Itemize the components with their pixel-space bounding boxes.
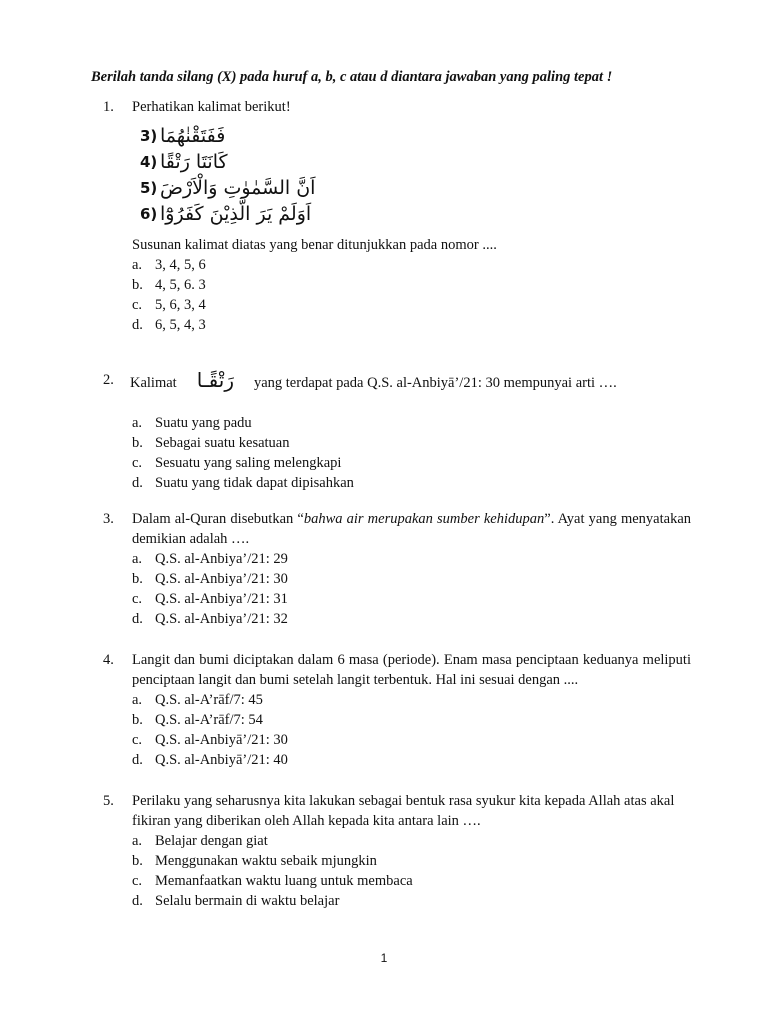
instruction: Berilah tanda silang (X) pada huruf a, b, c atau d diantara jawaban yang paling tepat ! xyxy=(91,69,613,85)
question-text-post: ”. Ayat yang menyatakan demikian adalah …. xyxy=(132,511,692,547)
option-text: 5, 6, 3, 4 xyxy=(155,297,206,313)
question-text-pre: Kalimat xyxy=(130,375,177,391)
question-text xyxy=(132,509,691,549)
option-letter: c. xyxy=(132,591,143,607)
option-d[interactable] xyxy=(132,891,691,911)
question-number: 3. xyxy=(103,511,114,527)
options-list xyxy=(132,413,691,493)
options-list xyxy=(132,690,691,770)
arabic-item-text: اَنَّ السَّمٰوٰتِ وَالْاَرْضَ xyxy=(160,177,316,199)
option-text: Q.S. al-Anbiya’/21: 31 xyxy=(155,591,288,607)
option-a[interactable] xyxy=(132,413,691,433)
option-b[interactable] xyxy=(132,433,691,453)
option-text: Menggunakan waktu sebaik mjungkin xyxy=(155,853,377,869)
question-text: Langit dan bumi diciptakan dalam 6 masa (periode). Enam masa penciptaan keduanya meliputi penciptaan langit dan bumi setelah langit terbentuk. Hal ini sesuai dengan .... xyxy=(132,652,691,688)
question-number: 5. xyxy=(103,793,114,809)
question-text: Perhatikan kalimat berikut! xyxy=(132,99,291,115)
option-text: 6, 5, 4, 3 xyxy=(155,317,206,333)
question-text-italic: bahwa air merupakan sumber kehidupan xyxy=(303,511,545,527)
arabic-item-number: 5) xyxy=(140,179,158,197)
arabic-item-number: 4) xyxy=(140,153,158,171)
question-1 xyxy=(103,97,691,335)
option-letter: c. xyxy=(132,455,143,471)
arabic-item-text: فَفَتَقْنٰهُمَا xyxy=(160,125,226,147)
option-letter: b. xyxy=(132,571,143,587)
option-letter: a. xyxy=(132,257,143,273)
option-a[interactable] xyxy=(132,690,691,710)
option-letter: a. xyxy=(132,551,143,567)
option-letter: b. xyxy=(132,853,143,869)
arabic-item-number: 3) xyxy=(140,127,158,145)
option-text: Suatu yang padu xyxy=(155,415,252,431)
option-c[interactable] xyxy=(132,453,691,473)
options-list xyxy=(132,831,691,911)
option-letter: a. xyxy=(132,833,143,849)
arabic-item xyxy=(140,123,691,149)
question-prompt: Susunan kalimat diatas yang benar ditunjukkan pada nomor .... xyxy=(132,237,497,253)
option-letter: c. xyxy=(132,873,143,889)
option-d[interactable] xyxy=(132,609,691,629)
option-text: Sebagai suatu kesatuan xyxy=(155,435,290,451)
option-b[interactable] xyxy=(132,275,691,295)
option-text: Q.S. al-Anbiyā’/21: 30 xyxy=(155,732,288,748)
question-3 xyxy=(103,509,691,629)
option-letter: a. xyxy=(132,415,143,431)
option-letter: a. xyxy=(132,692,143,708)
option-letter: b. xyxy=(132,435,143,451)
arabic-item xyxy=(140,149,691,175)
question-5 xyxy=(103,791,691,911)
option-text: Memanfaatkan waktu luang untuk membaca xyxy=(155,873,413,889)
option-b[interactable] xyxy=(132,569,691,589)
option-text: Q.S. al-Anbiya’/21: 30 xyxy=(155,571,288,587)
option-d[interactable] xyxy=(132,315,691,335)
question-2 xyxy=(103,370,691,493)
option-text: Q.S. al-A’rāf/7: 54 xyxy=(155,712,263,728)
question-number: 2. xyxy=(103,372,114,388)
page-number: 1 xyxy=(380,951,388,965)
option-text: Suatu yang tidak dapat dipisahkan xyxy=(155,475,354,491)
option-text: Q.S. al-Anbiyā’/21: 40 xyxy=(155,752,288,768)
option-letter: c. xyxy=(132,732,143,748)
arabic-item-number: 6) xyxy=(140,205,158,223)
option-text: Q.S. al-A’rāf/7: 45 xyxy=(155,692,263,708)
question-text: Perilaku yang seharusnya kita lakukan sebagai bentuk rasa syukur kita kepada Allah atas akal fikiran yang diberikan oleh Allah kepada kita antara lain …. xyxy=(132,793,675,829)
arabic-item-text: اَوَلَمْ يَرَ الَّذِيْنَ كَفَرُوْٓا xyxy=(160,203,312,225)
option-d[interactable] xyxy=(132,473,691,493)
option-letter: c. xyxy=(132,297,143,313)
arabic-list xyxy=(140,123,691,227)
option-text: 3, 4, 5, 6 xyxy=(155,257,206,273)
option-b[interactable] xyxy=(132,710,691,730)
arabic-word: رَتْقًـا xyxy=(196,368,234,392)
arabic-item xyxy=(140,175,691,201)
question-text-pre: Dalam al-Quran disebutkan “ xyxy=(132,511,304,527)
option-letter: d. xyxy=(132,893,143,909)
option-b[interactable] xyxy=(132,851,691,871)
options-list xyxy=(132,255,691,335)
question-number: 4. xyxy=(103,652,114,668)
option-letter: d. xyxy=(132,752,143,768)
question-text-post: yang terdapat pada Q.S. al-Anbiyā’/21: 30 mempunyai arti …. xyxy=(253,375,617,391)
option-c[interactable] xyxy=(132,589,691,609)
options-list xyxy=(132,549,691,629)
option-c[interactable] xyxy=(132,730,691,750)
option-letter: d. xyxy=(132,475,143,491)
option-a[interactable] xyxy=(132,831,691,851)
option-letter: b. xyxy=(132,277,143,293)
option-text: 4, 5, 6. 3 xyxy=(155,277,206,293)
option-letter: b. xyxy=(132,712,143,728)
option-letter: d. xyxy=(132,317,143,333)
option-text: Belajar dengan giat xyxy=(155,833,268,849)
option-d[interactable] xyxy=(132,750,691,770)
arabic-item xyxy=(140,201,691,227)
option-c[interactable] xyxy=(132,295,691,315)
option-text: Q.S. al-Anbiya’/21: 32 xyxy=(155,611,288,627)
question-number: 1. xyxy=(103,99,114,115)
option-text: Selalu bermain di waktu belajar xyxy=(155,893,340,909)
question-4 xyxy=(103,650,691,770)
arabic-item-text: كَانَتَا رَتْقًا xyxy=(160,151,228,173)
option-text: Sesuatu yang saling melengkapi xyxy=(155,455,342,471)
option-c[interactable] xyxy=(132,871,691,891)
option-a[interactable] xyxy=(132,255,691,275)
option-letter: d. xyxy=(132,611,143,627)
option-text: Q.S. al-Anbiya’/21: 29 xyxy=(155,551,288,567)
option-a[interactable] xyxy=(132,549,691,569)
